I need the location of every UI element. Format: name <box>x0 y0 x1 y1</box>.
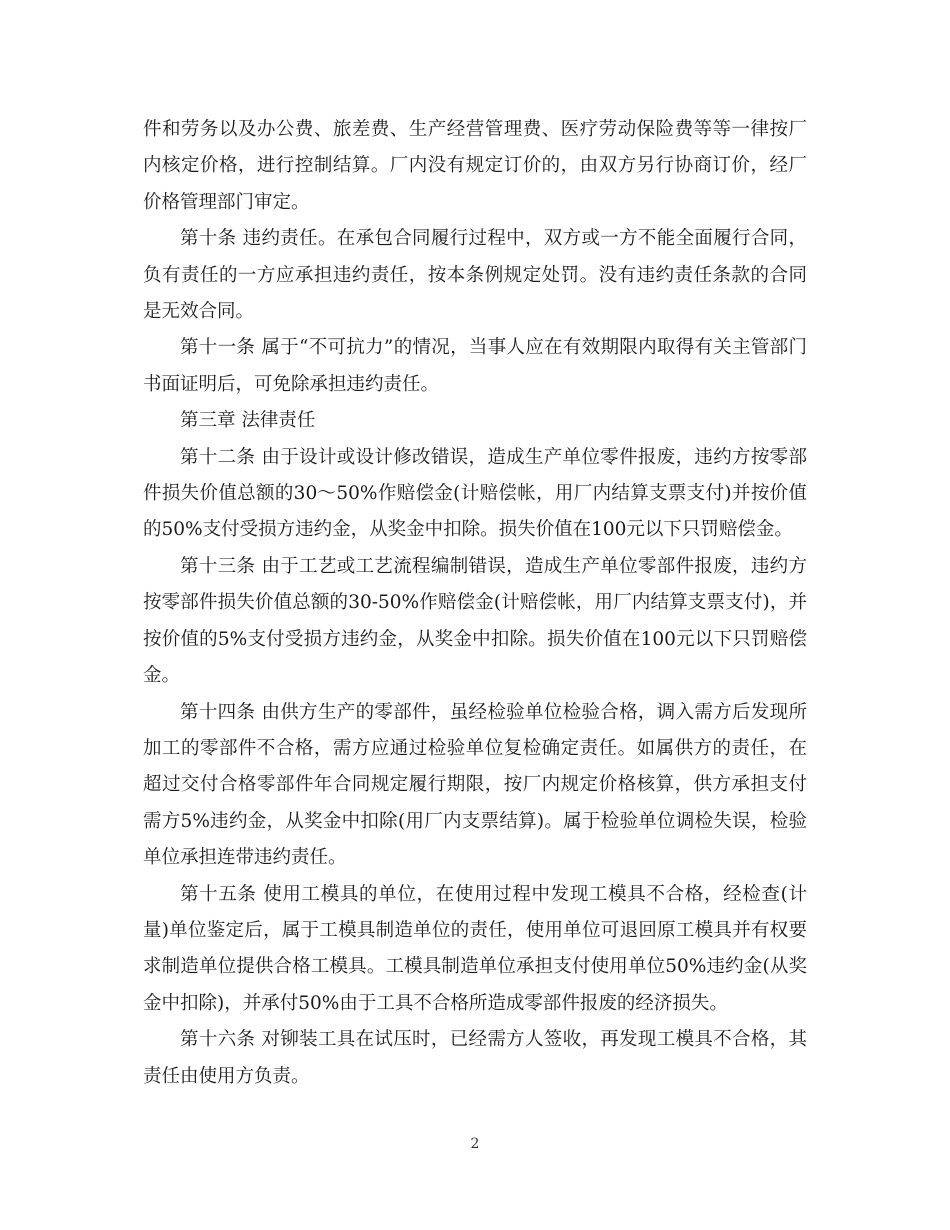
article-15: 第十五条 使用工模具的单位，在使用过程中发现工模具不合格，经检查(计量)单位鉴定后，属于工模具制造单位的责任，使用单位可退回原工模具并有权要求制造单位提供合格工模具。工模具制造单位承担支付使用单位50%违约金(从奖金中扣除)，并承付50%由于工具不合格所造成零部件报废的经济损失。 <box>143 883 807 1014</box>
chapter-heading: 第三章 法律责任 <box>180 410 316 432</box>
article-10: 第十条 违约责任。在承包合同履行过程中，双方或一方不能全面履行合同，负有责任的一方应承担违约责任，按本条例规定处罚。没有违约责任条款的合同是无效合同。 <box>143 228 807 323</box>
document-body <box>143 112 807 1095</box>
article-13: 第十三条 由于工艺或工艺流程编制错误，造成生产单位零部件报废，违约方按零部件损失价值总额的30-50%作赔偿金(计赔偿帐，用厂内结算支票支付)，并按价值的5%支付受损方违约金，从奖金中扣除。损失价值在100元以下只罚赔偿金。 <box>143 555 807 687</box>
paragraph-continued: 件和劳务以及办公费、旅差费、生产经营管理费、医疗劳动保险费等等一律按厂内核定价格，进行控制结算。厂内没有规定订价的，由双方另行协商订价，经厂价格管理部门审定。 <box>143 119 807 213</box>
article-12: 第十二条 由于设计或设计修改错误，造成生产单位零件报废，违约方按零部件损失价值总额的30～50%作赔偿金(计赔偿帐，用厂内结算支票支付)并按价值的50%支付受损方违约金，从奖金中扣除。损失价值在100元以下只罚赔偿金。 <box>143 446 807 541</box>
article-16: 第十六条 对铆装工具在试压时，已经需方人签收，再发现工模具不合格，其责任由使用方负责。 <box>143 1029 807 1087</box>
article-11: 第十一条 属于“不可抗力”的情况，当事人应在有效期限内取得有关主管部门书面证明后，可免除承担违约责任。 <box>143 337 807 395</box>
page-number: 2 <box>470 1136 480 1152</box>
article-14: 第十四条 由供方生产的零部件，虽经检验单位检验合格，调入需方后发现所加工的零部件不合格，需方应通过检验单位复检确定责任。如属供方的责任，在超过交付合格零部件年合同规定履行期限，按厂内规定价格核算，供方承担支付需方5%违约金，从奖金中扣除(用厂内支票结算)。属于检验单位调检失误，检验单位承担连带违约责任。 <box>143 701 807 869</box>
